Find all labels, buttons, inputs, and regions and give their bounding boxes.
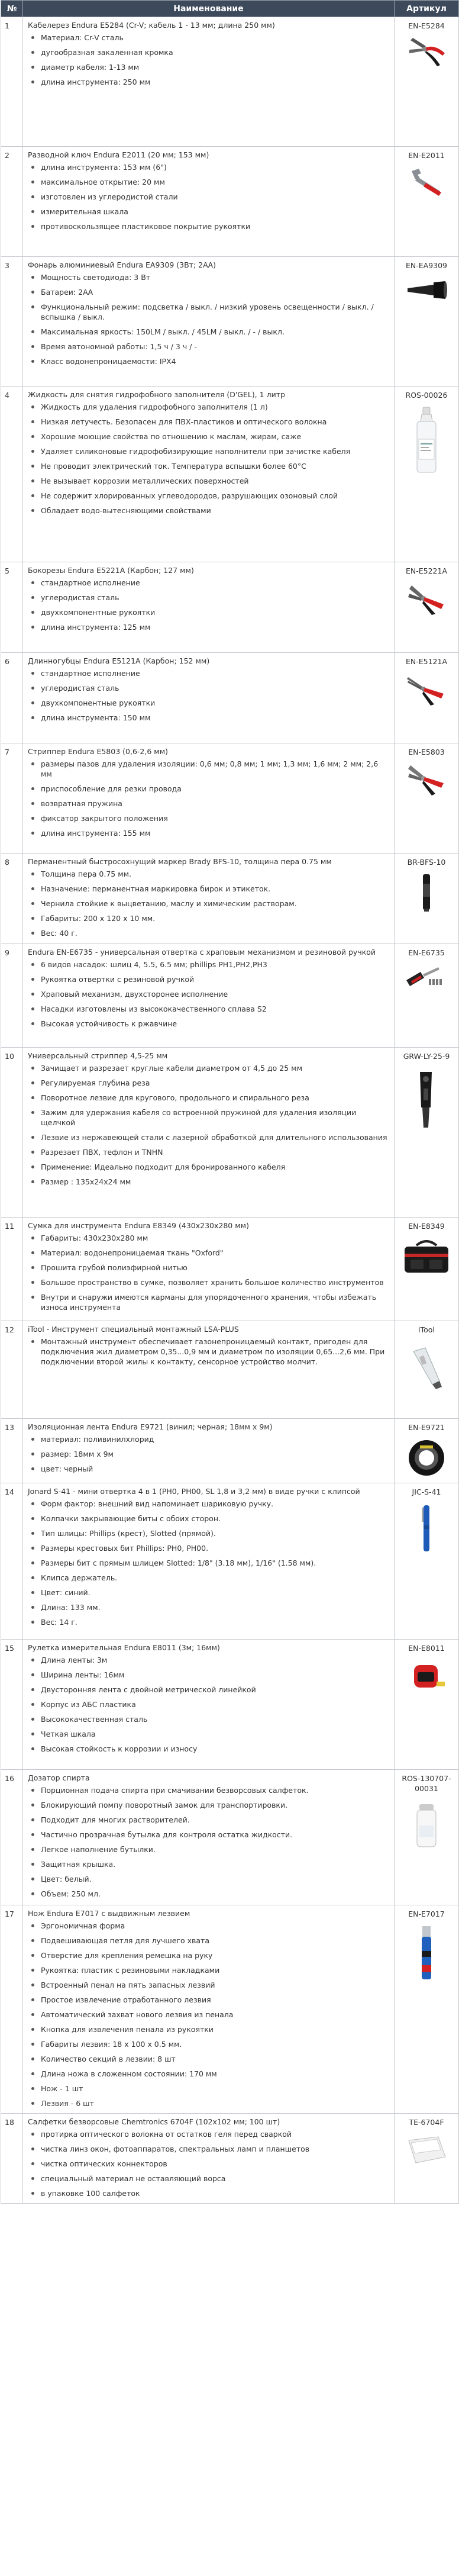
article-cell xyxy=(395,1483,459,1640)
article-code: EN-E5284 xyxy=(408,21,445,30)
feature-list xyxy=(28,272,389,366)
feature-item: Длина ножа в сложенном состоянии: 170 мм xyxy=(28,2069,389,2079)
article-cell xyxy=(395,1048,459,1218)
feature-item: Высокая устойчивость к ржавчине xyxy=(28,1019,389,1029)
feature-list xyxy=(28,959,389,1029)
item-title: Фонарь алюминиевый Endura EA9309 (3Вт; 2АА) xyxy=(28,260,216,269)
article-cell xyxy=(395,1419,459,1483)
article-cell xyxy=(395,387,459,562)
row-number: 15 xyxy=(1,1640,23,1770)
item-description xyxy=(23,147,395,257)
cable-stripper-icon xyxy=(397,1066,456,1134)
feature-list xyxy=(28,578,389,632)
header-name: Наименование xyxy=(23,1,395,17)
feature-item: Максимальная яркость: 150LM / выкл. / 45LM / выкл. / - / выкл. xyxy=(28,327,389,337)
item-description xyxy=(23,17,395,147)
item-description xyxy=(23,944,395,1048)
item-description xyxy=(23,1905,395,2114)
feature-item: Габариты: 430x230x280 мм xyxy=(28,1233,389,1243)
table-row xyxy=(1,854,459,944)
item-title: Разводной ключ Endura E2011 (20 мм; 153 мм) xyxy=(28,150,209,159)
feature-item: фиксатор закрытого положения xyxy=(28,813,389,823)
feature-item: Не проводит электрический ток. Температура вспышки более 60°C xyxy=(28,461,389,471)
article-cell xyxy=(395,562,459,653)
feature-item: Подвешивающая петля для лучшего хвата xyxy=(28,1936,389,1946)
feature-item: Ширина ленты: 16мм xyxy=(28,1670,389,1680)
feature-item: Встроенный пенал на пять запасных лезвий xyxy=(28,1980,389,1990)
item-title: Бокорезы Endura E5221A (Карбон; 127 мм) xyxy=(28,566,194,575)
feature-item: длина инструмента: 150 мм xyxy=(28,713,389,723)
item-title: Кабелерез Endura E5284 (Cr-V; кабель 1 - 13 мм; длина 250 мм) xyxy=(28,21,275,30)
feature-item: Цвет: белый. xyxy=(28,1874,389,1884)
table-row xyxy=(1,1905,459,2114)
feature-item: Время автономной работы: 1,5 ч / 3 ч / - xyxy=(28,342,389,352)
article-code: TE-6704F xyxy=(409,2118,444,2127)
feature-item: Зажим для удержания кабеля со встроенной пружиной для удаления изоляции щелчкой xyxy=(28,1107,389,1128)
feature-item: длина инструмента: 155 мм xyxy=(28,828,389,838)
header-num: № xyxy=(1,1,23,17)
feature-list xyxy=(28,1233,389,1312)
row-number: 13 xyxy=(1,1419,23,1483)
item-title: Дозатор спирта xyxy=(28,1773,90,1782)
feature-item: Храповый механизм, двухсторонее исполнение xyxy=(28,989,389,999)
feature-item: Габариты лезвия: 18 x 100 x 0.5 мм. xyxy=(28,2039,389,2049)
feature-item: Количество секций в лезвии: 8 шт xyxy=(28,2054,389,2064)
feature-item: Простое извлечение отработанного лезвия xyxy=(28,1995,389,2005)
item-description xyxy=(23,1048,395,1218)
feature-item: размер: 18мм x 9м xyxy=(28,1449,389,1459)
row-number: 5 xyxy=(1,562,23,653)
feature-item: Размеры бит с прямым шлицем Slotted: 1/8" (3.18 мм), 1/16" (1.58 мм). xyxy=(28,1558,389,1568)
row-number: 10 xyxy=(1,1048,23,1218)
feature-item: Батареи: 2АА xyxy=(28,287,389,297)
feature-item: двухкомпонентные рукоятки xyxy=(28,698,389,708)
feature-item: Материал: водонепроницаемая ткань "Oxford" xyxy=(28,1248,389,1258)
feature-item: Цвет: синий. xyxy=(28,1588,389,1598)
table-row xyxy=(1,743,459,854)
feature-list xyxy=(28,1337,389,1367)
feature-item: чистка линз окон, фотоаппаратов, спектральных ламп и планшетов xyxy=(28,2144,389,2154)
article-code: EN-E2011 xyxy=(408,151,445,160)
item-title: Сумка для инструмента Endura E8349 (430x230x280 мм) xyxy=(28,1221,249,1230)
feature-item: измерительная шкала xyxy=(28,207,389,217)
item-title: Endura EN-E6735 - универсальная отвертка с храповым механизмом и резиновой ручкой xyxy=(28,948,376,957)
article-cell xyxy=(395,1640,459,1770)
feature-item: Материал: Cr-V сталь xyxy=(28,33,389,43)
article-code: EN-E6735 xyxy=(408,948,445,957)
row-number: 17 xyxy=(1,1905,23,2114)
table-row xyxy=(1,1770,459,1905)
article-cell xyxy=(395,1905,459,2114)
feature-item: Двусторонняя лента с двойной метрической линейкой xyxy=(28,1685,389,1695)
feature-item: Функциональный режим: подсветка / выкл. / низкий уровень освещенности / выкл. / вспышка / выкл. xyxy=(28,302,389,322)
insulating-tape-icon xyxy=(397,1437,456,1481)
adjustable-wrench-icon xyxy=(397,165,456,200)
feature-list xyxy=(28,759,389,838)
feature-item: Форм фактор: внешний вид напоминает шариковую ручку. xyxy=(28,1499,389,1509)
feature-item: максимальное открытие: 20 мм xyxy=(28,177,389,187)
side-cutters-icon xyxy=(397,581,456,619)
feature-item: стандартное исполнение xyxy=(28,668,389,678)
feature-list xyxy=(28,1655,389,1754)
feature-item: Высокая стойкость к коррозии и износу xyxy=(28,1744,389,1754)
feature-item: Жидкость для удаления гидрофобного заполнителя (1 л) xyxy=(28,402,389,412)
feature-item: материал: поливинилхлорид xyxy=(28,1434,389,1444)
feature-item: Хорошие моющие свойства по отношению к маслам, жирам, саже xyxy=(28,432,389,442)
item-title: Жидкость для снятия гидрофобного заполнителя (D'GEL), 1 литр xyxy=(28,390,285,399)
row-number: 1 xyxy=(1,17,23,147)
table-row xyxy=(1,1321,459,1419)
feature-item: Вес: 40 г. xyxy=(28,928,389,938)
table-row xyxy=(1,1640,459,1770)
feature-item: Клипса держатель. xyxy=(28,1573,389,1583)
feature-item: Тип шлицы: Phillips (крест), Slotted (прямой). xyxy=(28,1528,389,1538)
table-row xyxy=(1,17,459,147)
table-row xyxy=(1,387,459,562)
feature-item: Внутри и снаружи имеются карманы для упорядоченного хранения, чтобы избежать износа инструмента xyxy=(28,1292,389,1312)
feature-item: Габариты: 200 x 120 x 10 мм. xyxy=(28,913,389,923)
feature-item: Регулируемая глубина реза xyxy=(28,1078,389,1088)
article-cell xyxy=(395,17,459,147)
feature-item: цвет: черный xyxy=(28,1464,389,1474)
item-title: Нож Endura E7017 с выдвижным лезвием xyxy=(28,1909,190,1918)
wipes-pack-icon xyxy=(397,2132,456,2170)
item-title: Салфетки безворсовые Chemtronics 6704F (102x102 мм; 100 шт) xyxy=(28,2117,280,2126)
feature-item: Класс водонепроницаемости: IPX4 xyxy=(28,356,389,366)
table-row xyxy=(1,1483,459,1640)
feature-item: Поворотное лезвие для кругового, продольного и спирального реза xyxy=(28,1093,389,1103)
row-number: 11 xyxy=(1,1218,23,1321)
table-row xyxy=(1,1218,459,1321)
feature-list xyxy=(28,1063,389,1187)
feature-item: Удаляет силиконовые гидрофобизирующие наполнители при зачистке кабеля xyxy=(28,446,389,456)
row-number: 12 xyxy=(1,1321,23,1419)
feature-list xyxy=(28,668,389,723)
gel-bottle-icon xyxy=(397,405,456,478)
article-code: EN-EA9309 xyxy=(405,261,448,270)
feature-list xyxy=(28,2129,389,2198)
article-cell xyxy=(395,854,459,944)
screwdriver-pen-icon xyxy=(397,1502,456,1557)
feature-item: Длина ленты: 3м xyxy=(28,1655,389,1665)
feature-item: Корпус из АБС пластика xyxy=(28,1699,389,1709)
article-code: BR-BFS-10 xyxy=(407,858,446,867)
feature-item: Монтажный инструмент обеспечивает газонепроницаемый контакт, пригоден для подключения жил диаметром 0,35...0,9 мм и диаметром по изоляции 0,65...2,6 мм. При подключении второй жилы к контакту, сенсорное устройство молчит. xyxy=(28,1337,389,1367)
item-description xyxy=(23,653,395,743)
item-title: Длинногубцы Endura E5121A (Карбон; 152 мм) xyxy=(28,656,210,665)
article-cell xyxy=(395,1770,459,1905)
tape-measure-icon xyxy=(397,1658,456,1696)
table-row xyxy=(1,944,459,1048)
feature-list xyxy=(28,402,389,516)
feature-list xyxy=(28,1434,389,1474)
table-row xyxy=(1,147,459,257)
feature-item: изготовлен из углеродистой стали xyxy=(28,192,389,202)
row-number: 18 xyxy=(1,2114,23,2204)
wire-cutters-icon xyxy=(397,36,456,70)
feature-item: длина инструмента: 250 мм xyxy=(28,77,389,87)
row-number: 9 xyxy=(1,944,23,1048)
table-row xyxy=(1,257,459,387)
feature-item: Вес: 14 г. xyxy=(28,1617,389,1627)
article-cell xyxy=(395,2114,459,2204)
feature-item: чистка оптических коннекторов xyxy=(28,2159,389,2169)
feature-item: Прошита грубой полиэфирной нитью xyxy=(28,1263,389,1273)
feature-item: Подходит для многих растворителей. xyxy=(28,1815,389,1825)
feature-list xyxy=(28,1499,389,1627)
long-nose-pliers-icon xyxy=(397,671,456,709)
feature-item: Толщина пера 0.75 мм. xyxy=(28,869,389,879)
marker-pen-icon xyxy=(397,872,456,916)
article-code: ROS-130707-00031 xyxy=(402,1774,451,1793)
article-code: EN-E9721 xyxy=(408,1423,445,1432)
feature-item: длина инструмента: 125 мм xyxy=(28,622,389,632)
feature-item: Рукоятка отвертки с резиновой ручкой xyxy=(28,974,389,984)
feature-item: длина инструмента: 153 мм (6") xyxy=(28,162,389,172)
feature-item: Лезвие из нержавеющей стали с лазерной обработкой для длительного использования xyxy=(28,1132,389,1142)
feature-item: Назначение: перманентная маркировка бирок и этикеток. xyxy=(28,884,389,894)
table-header-row xyxy=(1,1,459,17)
item-title: Изоляционная лента Endura E9721 (винил; черная; 18мм x 9м) xyxy=(28,1422,273,1431)
item-title: Рулетка измерительная Endura E8011 (3м; 16мм) xyxy=(28,1643,220,1652)
feature-item: двухкомпонентные рукоятки xyxy=(28,607,389,617)
table-row xyxy=(1,1048,459,1218)
feature-list xyxy=(28,1921,389,2108)
item-description xyxy=(23,2114,395,2204)
article-cell xyxy=(395,257,459,387)
feature-item: Размеры крестовых бит Phillips: PH0, PH00. xyxy=(28,1543,389,1553)
table-row xyxy=(1,653,459,743)
feature-item: Эргономичная форма xyxy=(28,1921,389,1931)
feature-item: Мощность светодиода: 3 Вт xyxy=(28,272,389,282)
row-number: 16 xyxy=(1,1770,23,1905)
item-description xyxy=(23,1483,395,1640)
item-title: iTool - Инструмент специальный монтажный LSA-PLUS xyxy=(28,1325,239,1334)
row-number: 4 xyxy=(1,387,23,562)
feature-item: Частично прозрачная бутылка для контроля остатка жидкости. xyxy=(28,1830,389,1840)
feature-item: углеродистая сталь xyxy=(28,683,389,693)
feature-item: Объем: 250 мл. xyxy=(28,1889,389,1899)
feature-item: 6 видов насадок: шлиц 4, 5.5, 6.5 мм; phillips PH1,PH2,PH3 xyxy=(28,959,389,970)
article-code: JIC-S-41 xyxy=(412,1487,441,1496)
article-code: EN-E5803 xyxy=(408,748,445,756)
article-code: ROS-00026 xyxy=(405,391,448,400)
feature-item: Чернила стойкие к выцветанию, маслу и химическим растворам. xyxy=(28,899,389,909)
table-row xyxy=(1,1419,459,1483)
feature-item: Зачищает и разрезает круглые кабели диаметром от 4,5 до 25 мм xyxy=(28,1063,389,1073)
item-description xyxy=(23,1218,395,1321)
row-number: 8 xyxy=(1,854,23,944)
item-description xyxy=(23,1419,395,1483)
row-number: 7 xyxy=(1,743,23,854)
article-code: EN-E8011 xyxy=(408,1644,445,1653)
feature-item: Колпачки закрывающие биты с обоих сторон. xyxy=(28,1514,389,1524)
feature-item: протирка оптического волокна от остатков геля перед сваркой xyxy=(28,2129,389,2139)
feature-item: приспособление для резки провода xyxy=(28,784,389,794)
header-article: Артикул xyxy=(395,1,459,17)
table-row xyxy=(1,2114,459,2204)
feature-item: Разрезает ПВХ, тефлон и TNHN xyxy=(28,1147,389,1157)
feature-item: противоскользящее пластиковое покрытие рукоятки xyxy=(28,221,389,231)
flashlight-icon xyxy=(397,275,456,307)
item-description xyxy=(23,387,395,562)
item-description xyxy=(23,562,395,653)
feature-item: возвратная пружина xyxy=(28,798,389,809)
feature-item: Низкая летучесть. Безопасен для ПВХ-пластиков и оптического волокна xyxy=(28,417,389,427)
feature-list xyxy=(28,162,389,231)
feature-item: Защитная крышка. xyxy=(28,1859,389,1869)
table-row xyxy=(1,562,459,653)
tool-bag-icon xyxy=(397,1236,456,1280)
article-code: iTool xyxy=(418,1325,435,1334)
article-code: EN-E7017 xyxy=(408,1910,445,1918)
item-title: Jonard S-41 - мини отвертка 4 в 1 (PH0, PH00, SL 1,8 и 3,2 мм) в виде ручки с клипсой xyxy=(28,1487,360,1496)
feature-item: Рукоятка: пластик с резиновыми накладками xyxy=(28,1965,389,1975)
article-cell xyxy=(395,743,459,854)
wire-stripper-icon xyxy=(397,762,456,800)
feature-item: Четкая шкала xyxy=(28,1729,389,1739)
feature-item: Автоматический захват нового лезвия из пенала xyxy=(28,2010,389,2020)
article-cell xyxy=(395,653,459,743)
feature-item: углеродистая сталь xyxy=(28,593,389,603)
article-cell xyxy=(395,147,459,257)
item-description xyxy=(23,743,395,854)
row-number: 3 xyxy=(1,257,23,387)
feature-item: Отверстие для крепления ремешка на руку xyxy=(28,1950,389,1960)
article-code: EN-E5221A xyxy=(405,566,448,575)
feature-item: стандартное исполнение xyxy=(28,578,389,588)
ratchet-screwdriver-icon xyxy=(397,962,456,994)
utility-knife-icon xyxy=(397,1924,456,1985)
row-number: 14 xyxy=(1,1483,23,1640)
article-code: EN-E8349 xyxy=(408,1222,445,1231)
article-cell xyxy=(395,1321,459,1419)
feature-item: Не содержит хлорированных углеводородов, разрушающих озоновый слой xyxy=(28,491,389,501)
article-code: EN-E5121A xyxy=(405,657,448,666)
feature-item: Нож - 1 шт xyxy=(28,2084,389,2094)
feature-item: Обладает водо-вытесняющими свойствами xyxy=(28,505,389,516)
feature-item: в упаковке 100 салфеток xyxy=(28,2188,389,2198)
item-title: Перманентный быстросохнущий маркер Brady BFS-10, толщина пера 0.75 мм xyxy=(28,857,332,866)
feature-item: Высококачественная сталь xyxy=(28,1714,389,1724)
item-title: Стриппер Endura E5803 (0,6-2,6 мм) xyxy=(28,747,168,756)
article-cell xyxy=(395,944,459,1048)
feature-item: Насадки изготовлены из высококачественного сплава S2 xyxy=(28,1004,389,1014)
item-description xyxy=(23,1321,395,1419)
feature-item: размеры пазов для удаления изоляции: 0,6 мм; 0,8 мм; 1 мм; 1,3 мм; 1,6 мм; 2 мм; 2,6 мм xyxy=(28,759,389,779)
article-code: GRW-LY-25-9 xyxy=(403,1052,450,1061)
feature-item: Блокирующий помпу поворотный замок для транспортировки. xyxy=(28,1800,389,1810)
item-title: Универсальный стриппер 4,5-25 мм xyxy=(28,1051,168,1060)
spec-table xyxy=(1,0,459,2204)
feature-item: Размер : 135x24x24 мм xyxy=(28,1177,389,1187)
alcohol-dispenser-icon xyxy=(397,1798,456,1854)
feature-list xyxy=(28,33,389,87)
item-description xyxy=(23,1770,395,1905)
feature-item: Применение: Идеально подходит для бронированного кабеля xyxy=(28,1162,389,1172)
feature-item: дугообразная закаленная кромка xyxy=(28,47,389,57)
feature-item: Большое пространство в сумке, позволяет хранить большое количество инструментов xyxy=(28,1277,389,1287)
row-number: 2 xyxy=(1,147,23,257)
feature-item: Кнопка для извлечения пенала из рукоятки xyxy=(28,2024,389,2034)
feature-list xyxy=(28,1785,389,1899)
feature-item: Лезвия - 6 шт xyxy=(28,2098,389,2108)
feature-list xyxy=(28,869,389,938)
item-description xyxy=(23,1640,395,1770)
article-cell xyxy=(395,1218,459,1321)
item-description xyxy=(23,854,395,944)
feature-item: Легкое наполнение бутылки. xyxy=(28,1844,389,1854)
punch-down-tool-icon xyxy=(397,1339,456,1395)
feature-item: диаметр кабеля: 1-13 мм xyxy=(28,62,389,72)
feature-item: Порционная подача спирта при смачивании безворсовых салфеток. xyxy=(28,1785,389,1795)
feature-item: Не вызывает коррозии металлических поверхностей xyxy=(28,476,389,486)
row-number: 6 xyxy=(1,653,23,743)
feature-item: специальный материал не оставляющий ворса xyxy=(28,2174,389,2184)
feature-item: Длина: 133 мм. xyxy=(28,1602,389,1612)
item-description xyxy=(23,257,395,387)
